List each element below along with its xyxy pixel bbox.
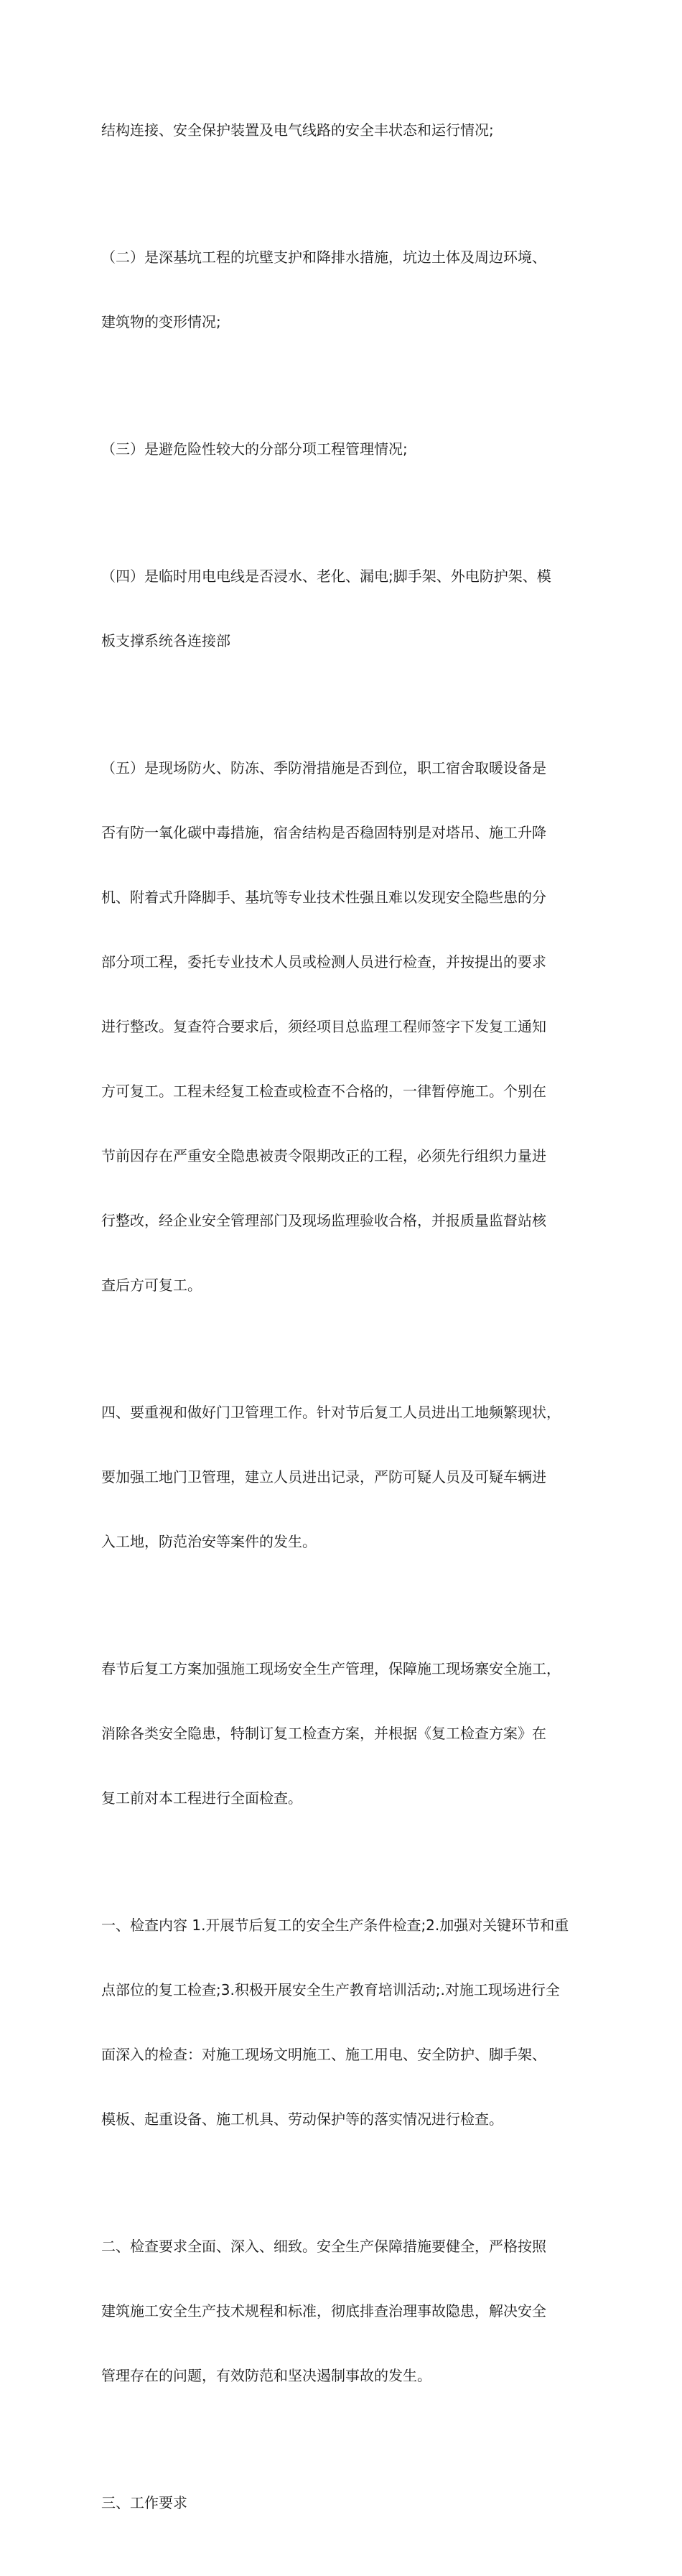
text-line: 二、检查要求全面、深入、细致。安全生产保障措施要健全，严格按照 [101,2238,546,2255]
paragraph-6 [101,1358,597,1595]
text-line: 入工地，防范治安等案件的发生。 [101,1533,317,1550]
text-line: 进行整改。复查符合要求后，须经项目总监理工程师签字下发复工通知 [101,1018,546,1035]
text-line: 管理存在的问题，有效防范和坚决遏制事故的发生。 [101,2367,431,2384]
document-body [101,76,597,2576]
text-line: （四）是临时用电电线是否浸水、老化、漏电;脚手架、外电防护架、模 [101,567,551,585]
text-line: 复工前对本工程进行全面检查。 [101,1789,302,1807]
paragraph-9 [101,2192,597,2429]
text-line: 春节后复工方案加强施工现场安全生产管理，保障施工现场寨安全施工， [101,1660,561,1677]
paragraph-1 [101,76,597,184]
paragraph-10 [101,2449,597,2557]
text-line: 建筑物的变形情况; [101,313,221,330]
text-line: 点部位的复工检查;3.积极开展安全生产教育培训活动;.对施工现场进行全 [101,1981,560,1998]
text-line: 四、要重视和做好门卫管理工作。针对节后复工人员进出工地频繁现状， [101,1404,561,1421]
text-line: 要加强工地门卫管理，建立人员进出记录，严防可疑人员及可疑车辆进 [101,1468,546,1486]
text-line: （二）是深基坑工程的坑壁支护和降排水措施，坑边土体及周边环境、 [101,249,546,266]
paragraph-2 [101,203,597,376]
text-line: （三）是避危险性较大的分部分项工程管理情况; [101,440,408,458]
text-line: 部分项工程，委托专业技术人员或检测人员进行检查，并按提出的要求 [101,953,546,970]
text-line: （五）是现场防火、防冻、季防滑措施是否到位，职工宿舍取暖设备是 [101,759,546,777]
paragraph-4 [101,522,597,695]
text-line: 板支撑系统各连接部 [101,632,230,649]
text-line: 结构连接、安全保护装置及电气线路的安全丰状态和运行情况; [101,121,494,139]
text-line: 一、检查内容 1.开展节后复工的安全生产条件检查;2.加强对关键环节和重 [101,1917,569,1934]
text-line: 方可复工。工程未经复工检查或检查不合格的，一律暂停施工。个别在 [101,1083,546,1100]
text-line: 模板、起重设备、施工机具、劳动保护等的落实情况进行检查。 [101,2111,503,2128]
paragraph-3 [101,395,597,503]
paragraph-8 [101,1871,597,2173]
text-line: 建筑施工安全生产技术规程和标准，彻底排查治理事故隐患，解决安全 [101,2302,546,2320]
paragraph-5 [101,714,597,1339]
text-line: 行整改，经企业安全管理部门及现场监理验收合格，并报质量监督站核 [101,1212,546,1229]
text-line: 节前因存在严重安全隐患被责令限期改正的工程，必须先行组织力量进 [101,1147,546,1164]
text-line: 面深入的检查：对施工现场文明施工、施工用电、安全防护、脚手架、 [101,2046,546,2063]
text-line: 三、工作要求 [101,2494,187,2511]
text-line: 查后方可复工。 [101,1277,202,1294]
text-line: 否有防一氧化碳中毒措施，宿舍结构是否稳固特别是对塔吊、施工升降 [101,824,546,841]
paragraph-7 [101,1615,597,1852]
text-line: 消除各类安全隐患，特制订复工检查方案，并根据《复工检查方案》在 [101,1725,546,1742]
text-line: 机、附着式升降脚手、基坑等专业技术性强且难以发现安全隐些患的分 [101,889,546,906]
